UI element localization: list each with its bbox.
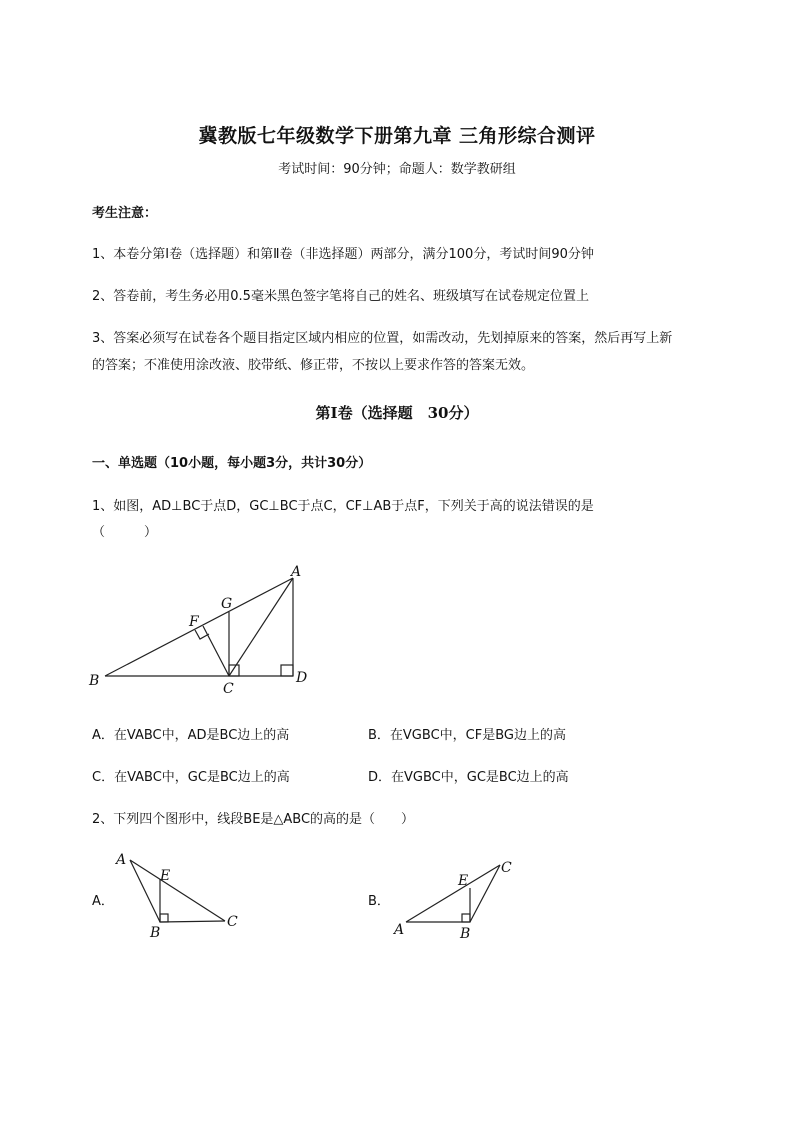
fig-b-label-e: E	[458, 873, 469, 889]
notice-item-3-cont: 的答案；不准使用涂改液、胶带纸、修正带，不按以上要求作答的答案无效。	[92, 358, 535, 373]
fig-b-label-b: B	[460, 926, 471, 942]
question-1-stem: 1、如图，AD⊥BC于点D，GC⊥BC于点C，CF⊥AB于点F，下列关于高的说法错误的是	[92, 499, 594, 514]
q2-option-a[interactable]: A．	[92, 894, 114, 909]
question-1-blank: （ ）	[92, 525, 158, 540]
fig-b-label-a: A	[394, 922, 405, 938]
question-2-figure-a	[110, 848, 250, 943]
label-d: D	[296, 670, 308, 686]
question-1-figure	[85, 560, 325, 700]
exam-subtitle: 考试时间：90分钟；命题人：数学教研组	[278, 162, 516, 177]
page-title: 冀教版七年级数学下册第九章 三角形综合测评	[198, 125, 596, 147]
q1-option-a[interactable]: A．在VABC中，AD是BC边上的高	[92, 728, 290, 743]
notice-item-2: 2、答卷前，考生务必用0.5毫米黑色签字笔将自己的姓名、班级填写在试卷规定位置上	[92, 289, 589, 304]
fig-a-label-c: C	[227, 914, 238, 930]
fig-b-label-c: C	[501, 860, 512, 876]
label-b: B	[89, 673, 100, 689]
section-title: 第I卷（选择题 30分）	[315, 404, 479, 422]
q2-option-b[interactable]: B．	[368, 894, 390, 909]
label-c: C	[223, 681, 234, 697]
label-g: G	[221, 596, 233, 612]
fig-a-label-e: E	[160, 868, 171, 884]
question-2-figure-b	[390, 852, 530, 947]
fig-a-label-a: A	[116, 852, 127, 868]
label-f: F	[189, 614, 199, 630]
label-a: A	[291, 564, 302, 580]
q1-option-c[interactable]: C．在VABC中，GC是BC边上的高	[92, 770, 290, 785]
question-2-stem: 2、下列四个图形中，线段BE是△ABC的高的是（ ）	[92, 812, 415, 827]
notice-item-3: 3、答案必须写在试卷各个题目指定区域内相应的位置，如需改动，先划掉原来的答案，然后再写上新	[92, 331, 673, 346]
q1-option-d[interactable]: D．在VGBC中，GC是BC边上的高	[368, 770, 569, 785]
q1-option-b[interactable]: B．在VGBC中，CF是BG边上的高	[368, 728, 566, 743]
section-subheading: 一、单选题（10小题，每小题3分，共计30分）	[92, 456, 372, 471]
fig-a-label-b: B	[150, 925, 161, 941]
figure-b-lines	[406, 865, 500, 922]
notice-heading: 考生注意：	[92, 206, 158, 221]
figure-a-lines	[130, 860, 225, 922]
notice-item-1: 1、本卷分第I卷（选择题）和第Ⅱ卷（非选择题）两部分，满分100分，考试时间90分钟	[92, 247, 594, 262]
triangle-lines	[105, 578, 293, 676]
